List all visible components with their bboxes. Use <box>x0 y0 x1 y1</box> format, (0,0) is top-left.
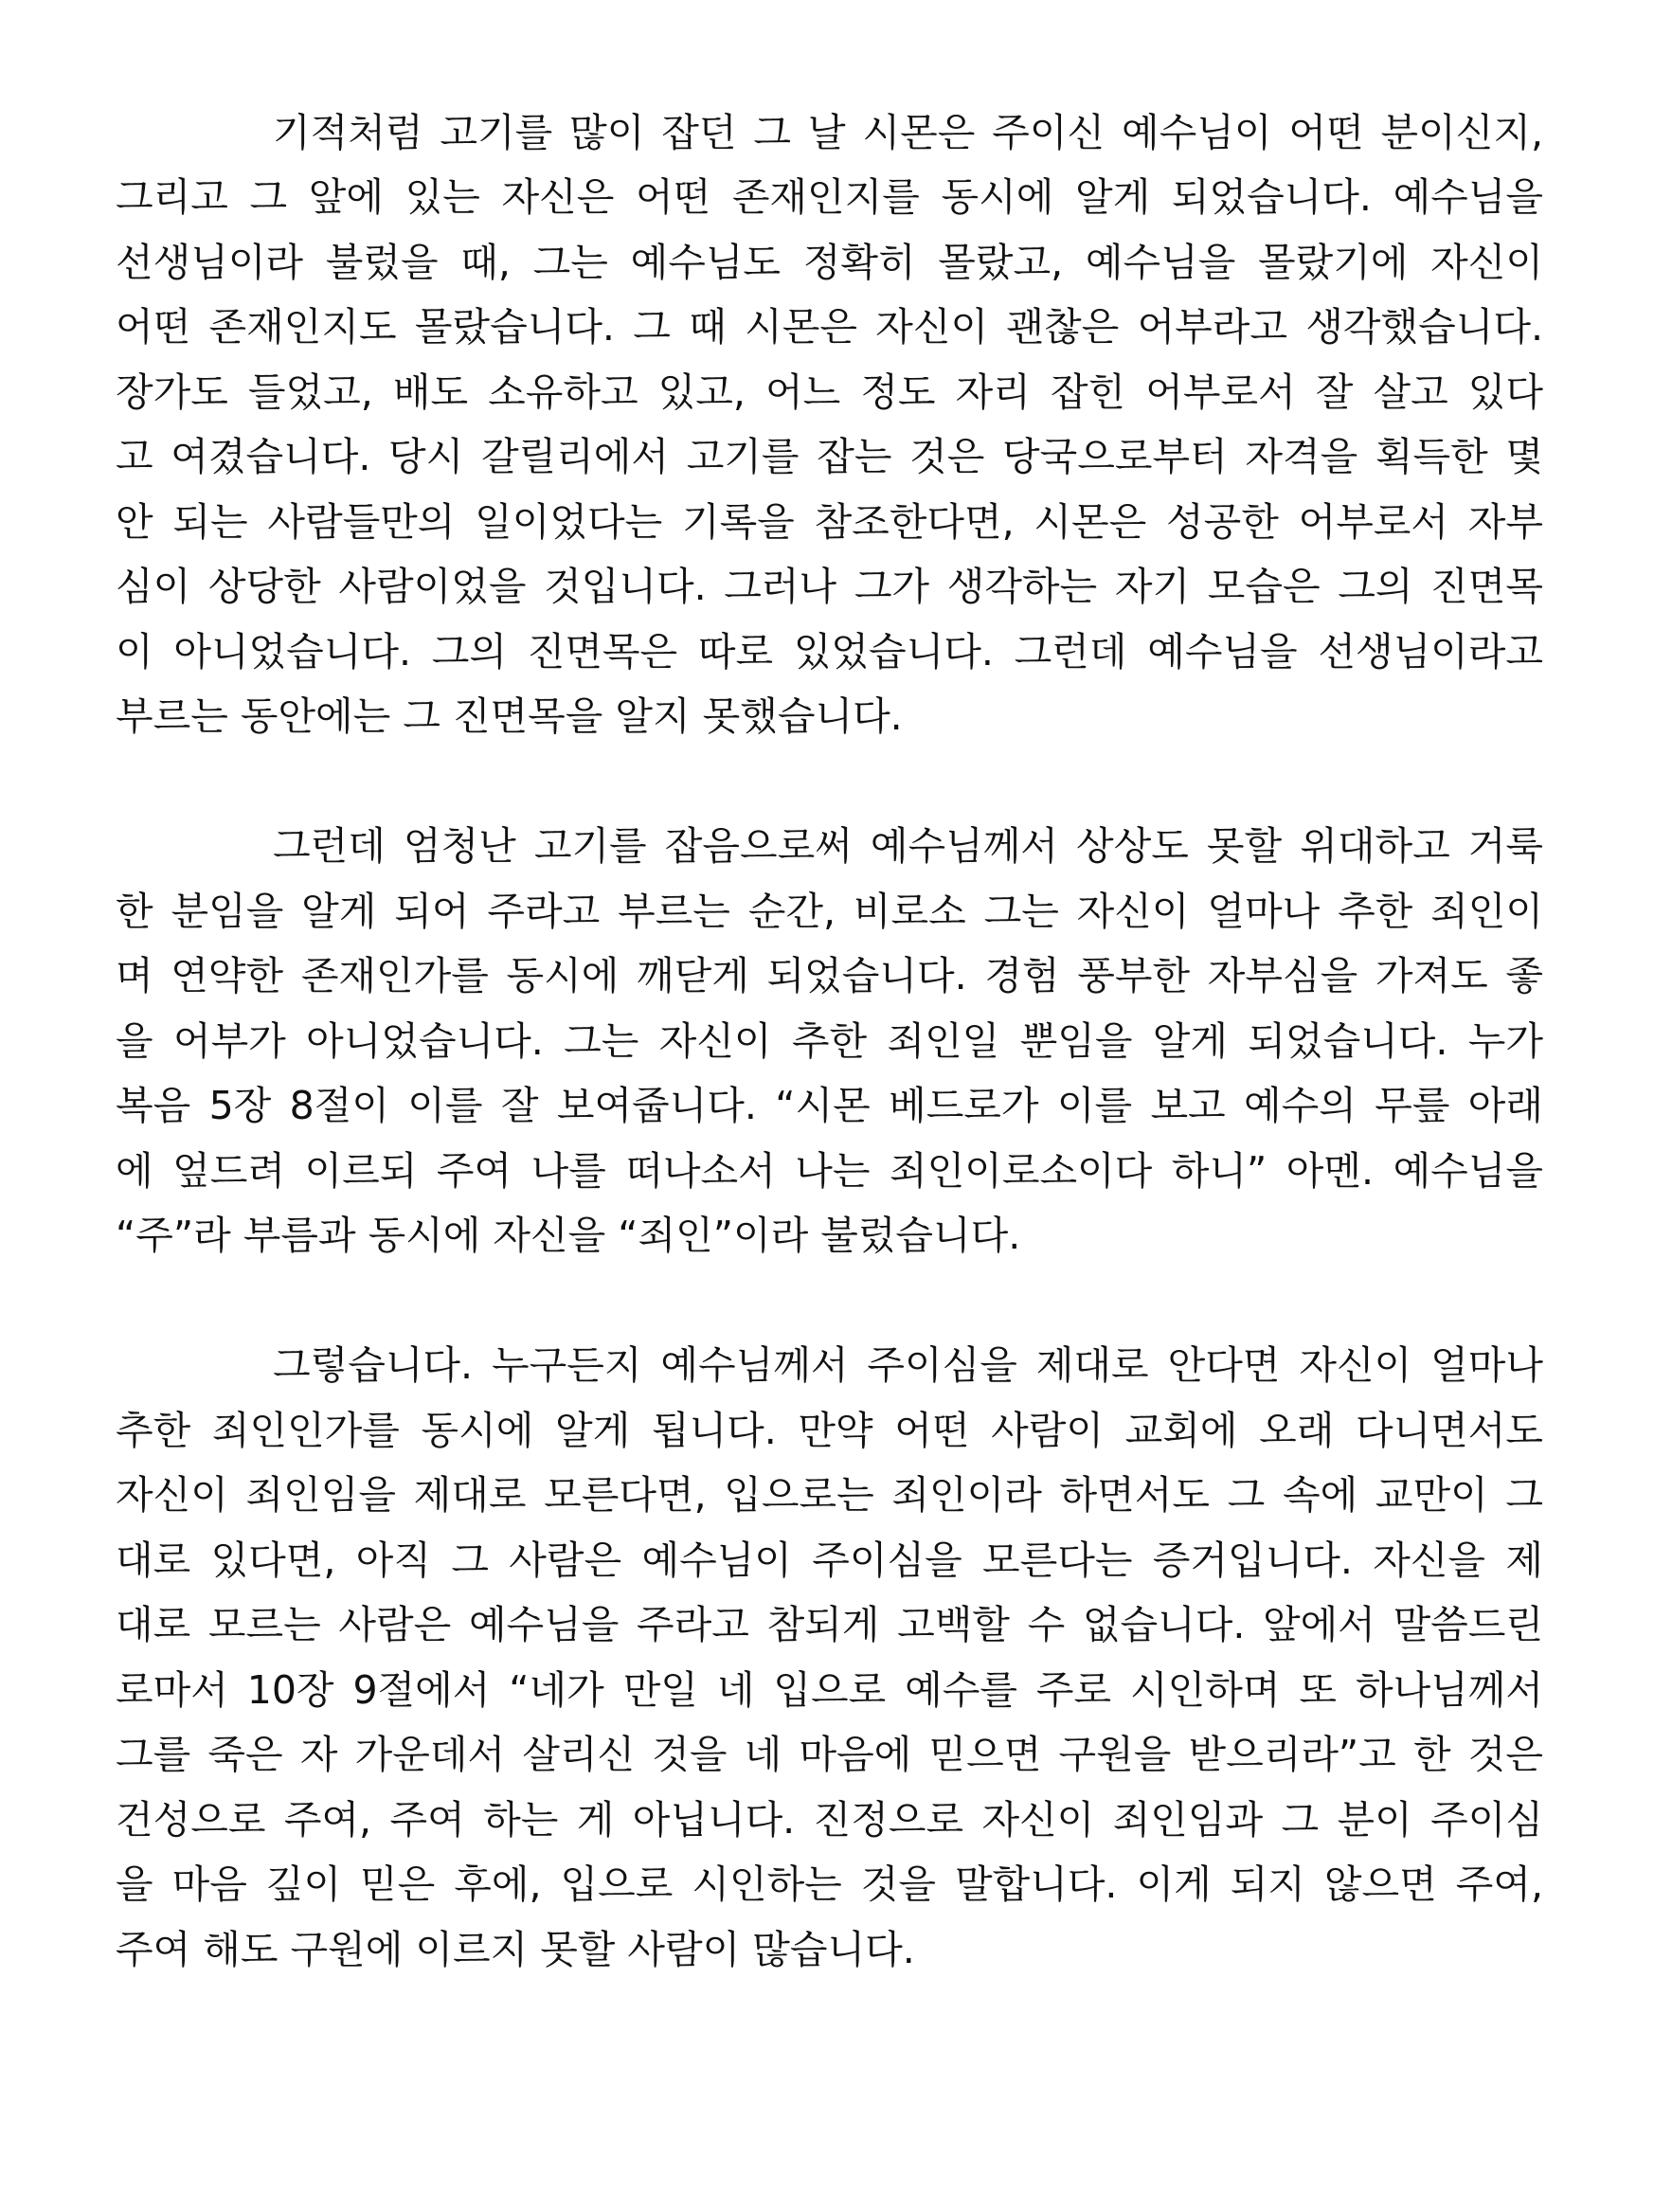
paragraph-line: 이 아니었습니다. 그의 진면목은 따로 있었습니다. 그런데 예수님을 선생님이라고 <box>116 629 1543 674</box>
paragraph-line: 주여 해도 구원에 이르지 못할 사람이 많습니다. <box>116 1927 915 1972</box>
paragraph-line: 그를 죽은 자 가운데서 살리신 것을 네 마음에 믿으면 구원을 받으리라”고 한 것은 <box>116 1732 1543 1777</box>
paragraph-line: 그리고 그 앞에 있는 자신은 어떤 존재인지를 동시에 알게 되었습니다. 예수님을 <box>116 174 1543 220</box>
paragraph-line: 그렇습니다. 누구든지 예수님께서 주이심을 제대로 안다면 자신이 얼마나 <box>273 1342 1543 1388</box>
paragraph-line: 복음 5장 8절이 이를 잘 보여줍니다. “시몬 베드로가 이를 보고 예수의 무릎 아래 <box>116 1083 1543 1128</box>
paragraph-line: 대로 있다면, 아직 그 사람은 예수님이 주이심을 모른다는 증거입니다. 자신을 제 <box>116 1538 1543 1583</box>
paragraph-line: 에 엎드려 이르되 주여 나를 떠나소서 나는 죄인이로소이다 하니” 아멘. 예수님을 <box>116 1148 1543 1194</box>
paragraph-line: 며 연약한 존재인가를 동시에 깨닫게 되었습니다. 경험 풍부한 자부심을 가져도 좋 <box>116 953 1543 998</box>
paragraph-line: 건성으로 주여, 주여 하는 게 아닙니다. 진정으로 자신이 죄인임과 그 분이 주이심 <box>116 1797 1543 1843</box>
paragraph-line: 기적처럼 고기를 많이 잡던 그 날 시몬은 주이신 예수님이 어떤 분이신지, <box>273 110 1543 155</box>
paragraph-line: 그런데 엄청난 고기를 잡음으로써 예수님께서 상상도 못할 위대하고 거룩 <box>273 823 1543 869</box>
paragraph-line: 대로 모르는 사람은 예수님을 주라고 참되게 고백할 수 없습니다. 앞에서 말씀드린 <box>116 1602 1543 1647</box>
paragraph-line: 장가도 들었고, 배도 소유하고 있고, 어느 정도 자리 잡힌 어부로서 잘 살고 있다 <box>116 369 1543 415</box>
paragraph-line: 심이 상당한 사람이었을 것입니다. 그러나 그가 생각하는 자기 모습은 그의 진면목 <box>116 564 1543 609</box>
paragraph-line: 자신이 죄인임을 제대로 모른다면, 입으로는 죄인이라 하면서도 그 속에 교만이 그 <box>116 1472 1543 1518</box>
paragraph-line: 선생님이라 불렀을 때, 그는 예수님도 정확히 몰랐고, 예수님을 몰랐기에 자신이 <box>116 240 1543 285</box>
paragraph-line: 을 어부가 아니었습니다. 그는 자신이 추한 죄인일 뿐임을 알게 되었습니다. 누가 <box>116 1018 1543 1064</box>
paragraph-line: 부르는 동안에는 그 진면목을 알지 못했습니다. <box>116 693 903 739</box>
paragraph-line: 로마서 10장 9절에서 “네가 만일 네 입으로 예수를 주로 시인하며 또 하나님께서 <box>116 1667 1543 1713</box>
paragraph-line: 고 여겼습니다. 당시 갈릴리에서 고기를 잡는 것은 당국으로부터 자격을 획득한 몇 <box>116 434 1543 479</box>
paragraph-line: 안 되는 사람들만의 일이었다는 기록을 참조한다면, 시몬은 성공한 어부로서 자부 <box>116 499 1543 545</box>
paragraph-line: 을 마음 깊이 믿은 후에, 입으로 시인하는 것을 말합니다. 이게 되지 않으면 주여, <box>116 1861 1543 1907</box>
paragraph-line: “주”라 부름과 동시에 자신을 “죄인”이라 불렀습니다. <box>116 1213 1021 1258</box>
paragraph-line: 추한 죄인인가를 동시에 알게 됩니다. 만약 어떤 사람이 교회에 오래 다니면서도 <box>116 1408 1543 1453</box>
paragraph-line: 어떤 존재인지도 몰랐습니다. 그 때 시몬은 자신이 괜찮은 어부라고 생각했습니다. <box>116 304 1543 350</box>
paragraph-line: 한 분임을 알게 되어 주라고 부르는 순간, 비로소 그는 자신이 얼마나 추한 죄인이 <box>116 889 1543 934</box>
